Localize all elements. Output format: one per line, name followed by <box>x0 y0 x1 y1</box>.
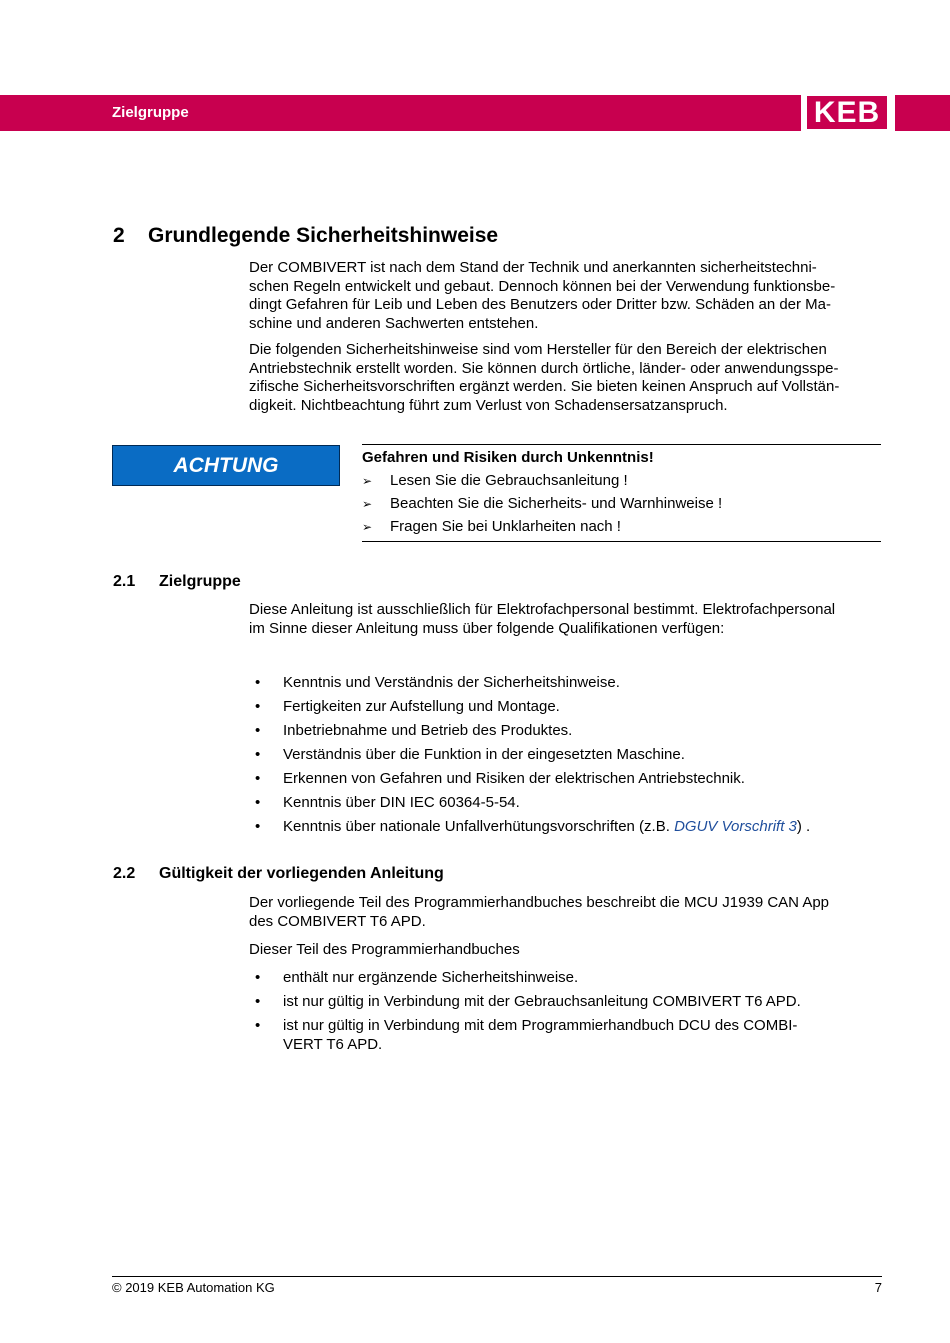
list-item <box>255 722 895 741</box>
text-line: Antriebstechnik erstellt worden. Sie können durch örtliche, länder- oder anwendungsspe- <box>249 359 839 377</box>
header-title: Zielgruppe <box>112 104 189 121</box>
warning-bottom-rule <box>362 541 881 542</box>
list-item <box>255 969 895 988</box>
list-item-text: Fertigkeiten zur Aufstellung und Montage. <box>283 698 560 715</box>
list-item <box>255 818 895 837</box>
text-line: ist nur gültig in Verbindung mit dem Programmierhandbuch DCU des COMBI- <box>283 1017 798 1034</box>
section-2-heading <box>113 223 498 249</box>
section-2-1-title: Zielgruppe <box>159 573 241 590</box>
text-line: im Sinne dieser Anleitung muss über folgende Qualifikationen verfügen: <box>249 619 725 637</box>
section-2-1-number: 2.1 <box>113 573 136 590</box>
warning-item <box>362 518 621 536</box>
list-item <box>255 1017 895 1054</box>
list-item-text: Kenntnis und Verständnis der Sicherheitshinweise. <box>283 674 620 691</box>
text-line: schine und anderen Sachwerten entstehen. <box>249 314 539 332</box>
arrow-bullet-icon: ➢ <box>362 520 373 534</box>
dguv-link[interactable]: DGUV Vorschrift 3 <box>674 818 797 835</box>
keb-logo: KEB <box>807 96 887 129</box>
bullet-dot-icon: • <box>255 698 261 715</box>
list-item-text: enthält nur ergänzende Sicherheitshinweise. <box>283 969 579 986</box>
list-item <box>255 674 895 693</box>
bullet-dot-icon: • <box>255 770 261 787</box>
list-item <box>255 794 895 813</box>
page-number: 7 <box>874 1280 882 1295</box>
list-item-text: Inbetriebnahme und Betrieb des Produktes. <box>283 722 573 739</box>
text-line: schen Regeln entwickelt und gebaut. Dennoch können bei der Verwendung funktionsbe- <box>249 277 836 295</box>
text-line: zifische Sicherheitsvorschriften ergänzt werden. Sie bieten keinen Anspruch auf Vollstän- <box>249 378 840 395</box>
footer-rule <box>112 1276 882 1277</box>
list-item <box>255 993 895 1012</box>
text-line: digkeit. Nichtbeachtung führt zum Verlust von Schadensersatzanspruch. <box>249 396 728 414</box>
arrow-bullet-icon: ➢ <box>362 474 373 488</box>
section-2-1-heading <box>113 572 241 592</box>
text-line: des COMBIVERT T6 APD. <box>249 912 426 930</box>
section-2-number: 2 <box>113 224 125 247</box>
text-line: Der vorliegende Teil des Programmierhandbuches beschreibt die MCU J1939 CAN App <box>249 894 830 911</box>
arrow-bullet-icon: ➢ <box>362 497 373 511</box>
warning-label-box: ACHTUNG <box>112 445 340 486</box>
text-line: VERT T6 APD. <box>283 1035 383 1053</box>
section-2-2-paragraph-1 <box>249 894 889 931</box>
warning-item <box>362 495 722 513</box>
section-2-2-heading <box>113 864 444 884</box>
list-item-text: Verständnis über die Funktion in der eingesetzten Maschine. <box>283 746 685 763</box>
list-item-text: ist nur gültig in Verbindung mit der Gebrauchsanleitung COMBIVERT T6 APD. <box>283 993 801 1010</box>
warning-item-text: Fragen Sie bei Unklarheiten nach ! <box>390 518 621 535</box>
text-line: Dieser Teil des Programmierhandbuches <box>249 941 520 958</box>
list-item-text-suffix: ) . <box>796 818 811 835</box>
section-2-1-intro <box>249 601 889 638</box>
bullet-dot-icon: • <box>255 993 261 1010</box>
bullet-dot-icon: • <box>255 818 261 835</box>
bullet-dot-icon: • <box>255 1017 261 1034</box>
warning-item-text: Beachten Sie die Sicherheits- und Warnhinweise ! <box>390 495 723 512</box>
text-line: dingt Gefahren für Leib und Leben des Benutzers oder Dritter bzw. Schäden an der Ma- <box>249 296 832 313</box>
list-item-text <box>283 1017 895 1054</box>
warning-item-text: Lesen Sie die Gebrauchsanleitung ! <box>390 472 628 489</box>
text-line: Diese Anleitung ist ausschließlich für Elektrofachpersonal bestimmt. Elektrofachpersonal <box>249 601 836 618</box>
bullet-dot-icon: • <box>255 969 261 986</box>
section-2-paragraph-1 <box>249 259 889 333</box>
list-item-text-prefix: Kenntnis über nationale Unfallverhütungsvorschriften (z.B. <box>283 818 675 835</box>
warning-top-rule <box>362 444 881 445</box>
section-2-2-number: 2.2 <box>113 865 136 882</box>
list-item-text: Erkennen von Gefahren und Risiken der elektrischen Antriebstechnik. <box>283 770 745 787</box>
list-item <box>255 770 895 789</box>
warning-item <box>362 472 628 490</box>
bullet-dot-icon: • <box>255 722 261 739</box>
footer-copyright: © 2019 KEB Automation KG <box>112 1280 275 1295</box>
bullet-dot-icon: • <box>255 794 261 811</box>
section-2-paragraph-2 <box>249 341 889 415</box>
text-line: Die folgenden Sicherheitshinweise sind vom Hersteller für den Bereich der elektrischen <box>249 341 827 358</box>
text-line: Der COMBIVERT ist nach dem Stand der Technik und anerkannten sicherheitstechni- <box>249 259 817 276</box>
list-item <box>255 746 895 765</box>
section-2-2-paragraph-2 <box>249 941 889 960</box>
bullet-dot-icon: • <box>255 674 261 691</box>
list-item <box>255 698 895 717</box>
bullet-dot-icon: • <box>255 746 261 763</box>
section-2-title: Grundlegende Sicherheitshinweise <box>148 224 499 247</box>
list-item-text: Kenntnis über DIN IEC 60364-5-54. <box>283 794 520 811</box>
section-2-2-title: Gültigkeit der vorliegenden Anleitung <box>159 865 444 882</box>
warning-title: Gefahren und Risiken durch Unkenntnis! <box>362 449 654 466</box>
list-item-text <box>283 818 895 837</box>
